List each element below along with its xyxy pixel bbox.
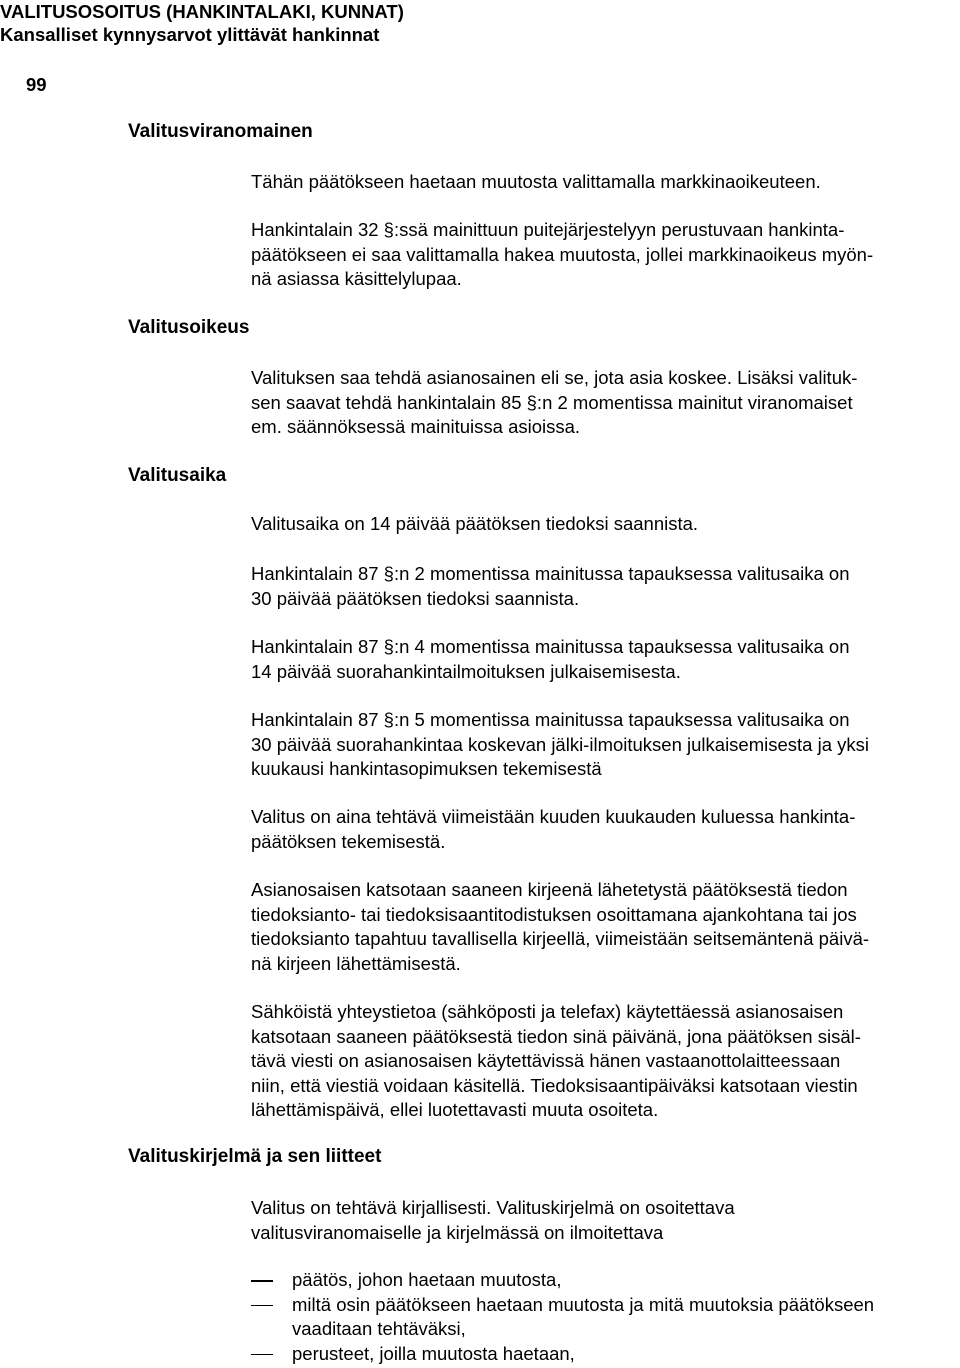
text-line: em. säännöksessä mainituissa asioissa.	[251, 416, 581, 437]
text-line: Hankintalain 87 §:n 4 momentissa mainitussa tapauksessa valitusaika on	[251, 636, 850, 657]
text-line: Valituksen saa tehdä asianosainen eli se, jota asia koskee. Lisäksi valituk-	[251, 367, 858, 388]
text-line: nä kirjeen lähettämisestä.	[251, 952, 461, 974]
text-line: 30 päivää suorahankintaa koskevan jälki-ilmoituksen julkaisemisesta ja yksi	[251, 733, 869, 755]
paragraph-valitusviranomainen-1	[251, 170, 951, 195]
text-line: valitusviranomaiselle ja kirjelmässä on ilmoitettava	[251, 1221, 664, 1243]
text-line: Valitusaika on 14 päivää päätöksen tiedoksi saannista.	[251, 513, 699, 534]
text-line: Valitus on aina tehtävä viimeistään kuuden kuukauden kuluessa hankinta-	[251, 806, 856, 827]
text-line: Tähän päätökseen haetaan muutosta valittamalla markkinaoikeuteen.	[251, 171, 821, 192]
paragraph-valitusaika-1	[251, 512, 951, 537]
text-line: kuukausi hankintasopimuksen tekemisestä	[251, 758, 602, 779]
text-line: nä asiassa käsittelylupaa.	[251, 268, 462, 289]
text-line: 14 päivää suorahankintailmoituksen julkaisemisesta.	[251, 660, 681, 682]
paragraph-valitusaika-7	[251, 1000, 951, 1123]
text-line: Hankintalain 87 §:n 2 momentissa mainitussa tapauksessa valitusaika on	[251, 563, 850, 584]
paragraph-valituskirjelma-1	[251, 1196, 951, 1245]
text-line: vaaditaan tehtäväksi,	[292, 1318, 466, 1339]
text-line: Asianosaisen katsotaan saaneen kirjeenä lähetetystä päätöksestä tiedon	[251, 879, 848, 900]
text-line: tiedoksianto- tai tiedoksisaantitodistuksen osoittamana ajankohtana tai jos	[251, 903, 857, 925]
text-line: Hankintalain 32 §:ssä mainittuun puitejärjestelyyn perustuvaan hankinta-	[251, 219, 845, 240]
text-line: perusteet, joilla muutosta haetaan,	[292, 1342, 575, 1364]
text-line: miltä osin päätökseen haetaan muutosta ja mitä muutoksia päätökseen	[292, 1293, 875, 1315]
list-item	[251, 1342, 951, 1367]
paragraph-valitusaika-2	[251, 562, 951, 611]
text-line: päätökseen ei saa valittamalla hakea muutosta, jollei markkinaoikeus myön-	[251, 243, 874, 265]
heading-valitusoikeus: Valitusoikeus	[128, 317, 250, 338]
requirements-list	[251, 1268, 951, 1366]
heading-valitusaika: Valitusaika	[128, 465, 227, 486]
list-item	[251, 1293, 951, 1342]
text-line: Valitus on tehtävä kirjallisesti. Valituskirjelmä on osoitettava	[251, 1197, 735, 1218]
text-line: tävä viesti on asianosaisen käytettävissä hänen vastaanottolaitteessaan	[251, 1050, 841, 1071]
heading-valituskirjelma: Valituskirjelmä ja sen liitteet	[128, 1146, 382, 1167]
text-line: sen saavat tehdä hankintalain 85 §:n 2 momentissa mainitut viranomaiset	[251, 391, 853, 413]
text-line: 30 päivää päätöksen tiedoksi saannista.	[251, 587, 580, 609]
text-line: lähettämispäivä, ellei luotettavasti muuta osoiteta.	[251, 1099, 659, 1120]
text-line: niin, että viestiä voidaan käsitellä. Tiedoksisaantipäiväksi katsotaan viestin	[251, 1074, 858, 1096]
paragraph-valitusaika-3	[251, 635, 951, 684]
text-line: päätös, johon haetaan muutosta,	[292, 1269, 562, 1290]
heading-valitusviranomainen: Valitusviranomainen	[128, 121, 313, 142]
text-line: päätöksen tekemisestä.	[251, 830, 446, 852]
text-line: Sähköistä yhteystietoa (sähköposti ja telefax) käytettäessä asianosaisen	[251, 1001, 844, 1022]
document-title: VALITUSOSOITUS (HANKINTALAKI, KUNNAT)	[0, 1, 404, 22]
paragraph-valitusaika-6	[251, 878, 951, 976]
dash-bullet-icon	[251, 1280, 273, 1282]
paragraph-valitusaika-4	[251, 708, 951, 782]
paragraph-valitusaika-5	[251, 805, 951, 854]
text-line: Hankintalain 87 §:n 5 momentissa mainitussa tapauksessa valitusaika on	[251, 709, 850, 730]
text-line: tiedoksianto tapahtuu tavallisella kirjeellä, viimeistään seitsemäntenä päivä-	[251, 928, 870, 949]
text-line: katsotaan saaneen päätöksestä tiedon sinä päivänä, jona päätöksen sisäl-	[251, 1025, 861, 1047]
dash-bullet-icon	[251, 1354, 273, 1356]
page-number: 99	[26, 74, 47, 95]
list-item	[251, 1268, 951, 1293]
document-subtitle: Kansalliset kynnysarvot ylittävät hankinnat	[0, 24, 380, 45]
paragraph-valitusoikeus-1	[251, 366, 951, 440]
dash-bullet-icon	[251, 1305, 273, 1307]
paragraph-valitusviranomainen-2	[251, 218, 951, 292]
